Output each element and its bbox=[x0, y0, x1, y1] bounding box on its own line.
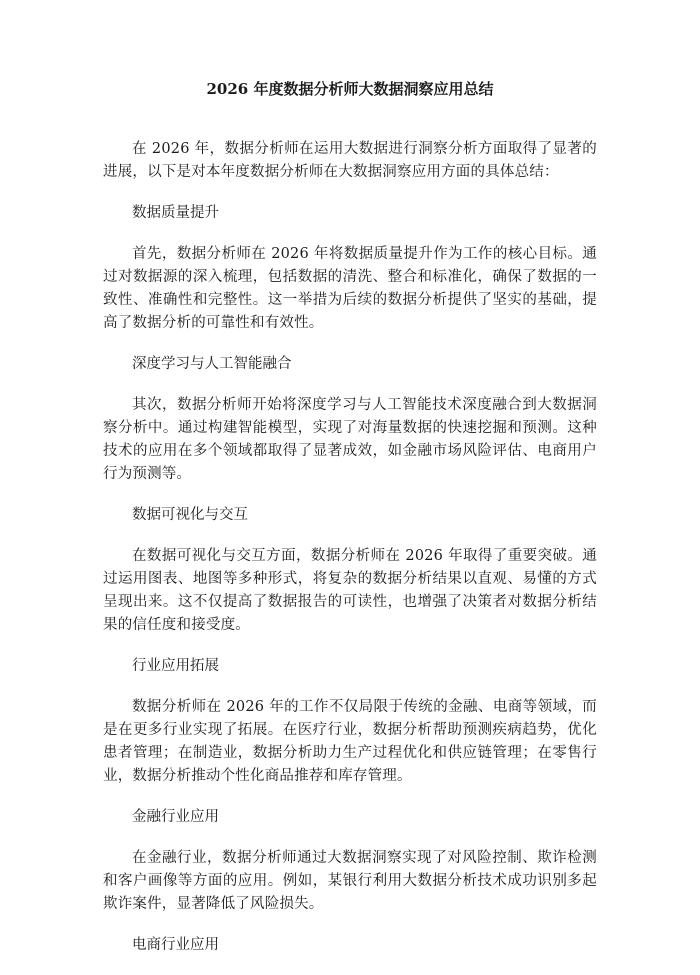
section-heading-industry: 行业应用拓展 bbox=[132, 658, 219, 674]
section-body-industry: 数据分析师在 2026 年的工作不仅局限于传统的金融、电商等领域，而是在更多行业实现了拓展。在医疗行业，数据分析帮助预测疾病趋势，优化患者管理；在制造业，数据分析助力生产过程优化和供应链管理；在零售行业，数据分析推动个性化商品推荐和库存管理。 bbox=[103, 699, 597, 784]
document-title: 2026 年度数据分析师大数据洞察应用总结 bbox=[206, 80, 494, 98]
document-content bbox=[103, 138, 597, 975]
section-body-data-quality: 首先，数据分析师在 2026 年将数据质量提升作为工作的核心目标。通过对数据源的深入梳理，包括数据的清洗、整合和标准化，确保了数据的一致性、准确性和完整性。这一举措为后续的数据分析提供了坚实的基础，提高了数据分析的可靠性和有效性。 bbox=[103, 246, 597, 331]
intro-paragraph: 在 2026 年，数据分析师在运用大数据进行洞察分析方面取得了显著的进展，以下是对本年度数据分析师在大数据洞察应用方面的具体总结： bbox=[103, 141, 597, 180]
section-heading-data-quality: 数据质量提升 bbox=[132, 205, 219, 221]
section-body-finance: 在金融行业，数据分析师通过大数据洞察实现了对风险控制、欺诈检测和客户画像等方面的应用。例如，某银行利用大数据分析技术成功识别多起欺诈案件，显著降低了风险损失。 bbox=[103, 850, 597, 912]
section-heading-visualization: 数据可视化与交互 bbox=[132, 507, 248, 523]
section-body-visualization: 在数据可视化与交互方面，数据分析师在 2026 年取得了重要突破。通过运用图表、地图等多种形式，将复杂的数据分析结果以直观、易懂的方式呈现出来。这不仅提高了数据报告的可读性，也增强了决策者对数据分析结果的信任度和接受度。 bbox=[103, 548, 597, 633]
section-body-deep-learning: 其次，数据分析师开始将深度学习与人工智能技术深度融合到大数据洞察分析中。通过构建智能模型，实现了对海量数据的快速挖掘和预测。这种技术的应用在多个领域都取得了显著成效，如金融市场风险评估、电商用户行为预测等。 bbox=[103, 397, 597, 482]
section-heading-ecommerce: 电商行业应用 bbox=[132, 937, 219, 953]
section-heading-deep-learning: 深度学习与人工智能融合 bbox=[132, 356, 292, 372]
section-heading-finance: 金融行业应用 bbox=[132, 809, 219, 825]
